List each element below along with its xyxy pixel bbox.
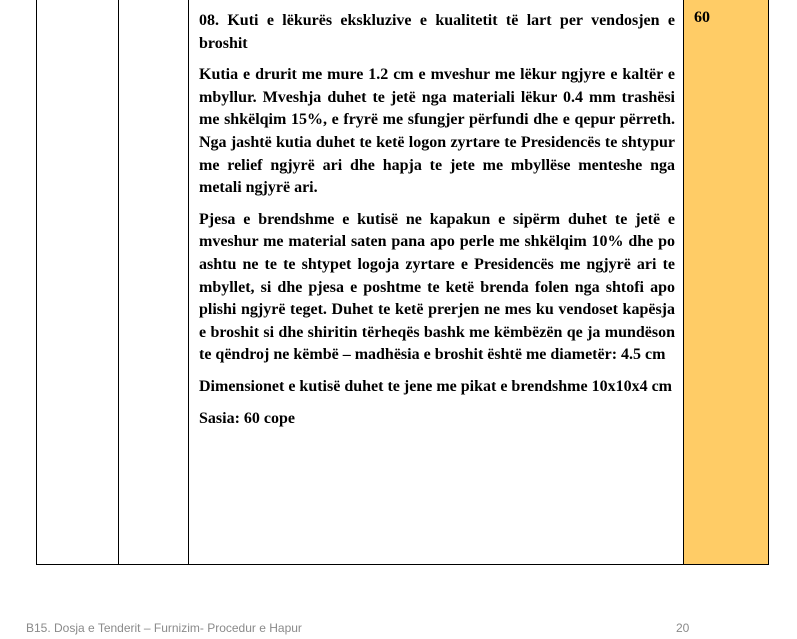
page-footer: B15. Dosja e Tenderit – Furnizim- Procedur e Hapur <box>26 621 302 635</box>
item-quantity: Sasia: 60 cope <box>199 409 295 427</box>
spec-table <box>36 0 769 565</box>
item-title: 08. Kuti e lëkurës ekskluzive e kualitetit të lart per vendosjen e broshit <box>199 12 675 52</box>
item-description <box>199 10 675 439</box>
page-number: 20 <box>676 621 690 635</box>
quantity-cell <box>684 0 768 564</box>
table-column-2 <box>119 0 189 564</box>
description-cell <box>189 0 684 564</box>
item-description-paragraph-1: Kutia e drurit me mure 1.2 cm e mveshur me lëkur ngjyre e kaltër e mbyllur. Mveshja duhet te jetë nga materiali lëkur 0.4 mm trashësi me shkëlqim 15%, e fryrë me sfungjer përfundi dhe e qepur përreth. Nga jashtë kutia duhet te ketë logon zyrtare te Presidencës te shtypur me relief ngjyrë ari dhe hapja te jete me mbyllëse menteshe nga metali ngjyrë ari. <box>199 66 675 197</box>
item-description-paragraph-2: Pjesa e brendshme e kutisë ne kapakun e sipërm duhet te jetë e mveshur me material saten pana apo perle me shkëlqim 10% dhe po ashtu ne te te shtypet logoja zyrtare e Presidencës me ngjyrë ari te mbyllet, si dhe pjesa e poshtme te ketë brenda folen nga shtofi apo plishi ngjyrë teget. Duhet te ketë prerjen ne mes ku vendoset kapësja e broshit si dhe shiritin tërheqës bashk me këmbëzën qe ja mundëson te qëndroj ne këmbë – madhësia e broshit është me diametër: 4.5 cm <box>199 210 675 364</box>
quantity-value: 60 <box>694 9 710 26</box>
item-dimensions: Dimensionet e kutisë duhet te jene me pikat e brendshme 10x10x4 cm <box>199 377 673 395</box>
table-column-1 <box>37 0 119 564</box>
